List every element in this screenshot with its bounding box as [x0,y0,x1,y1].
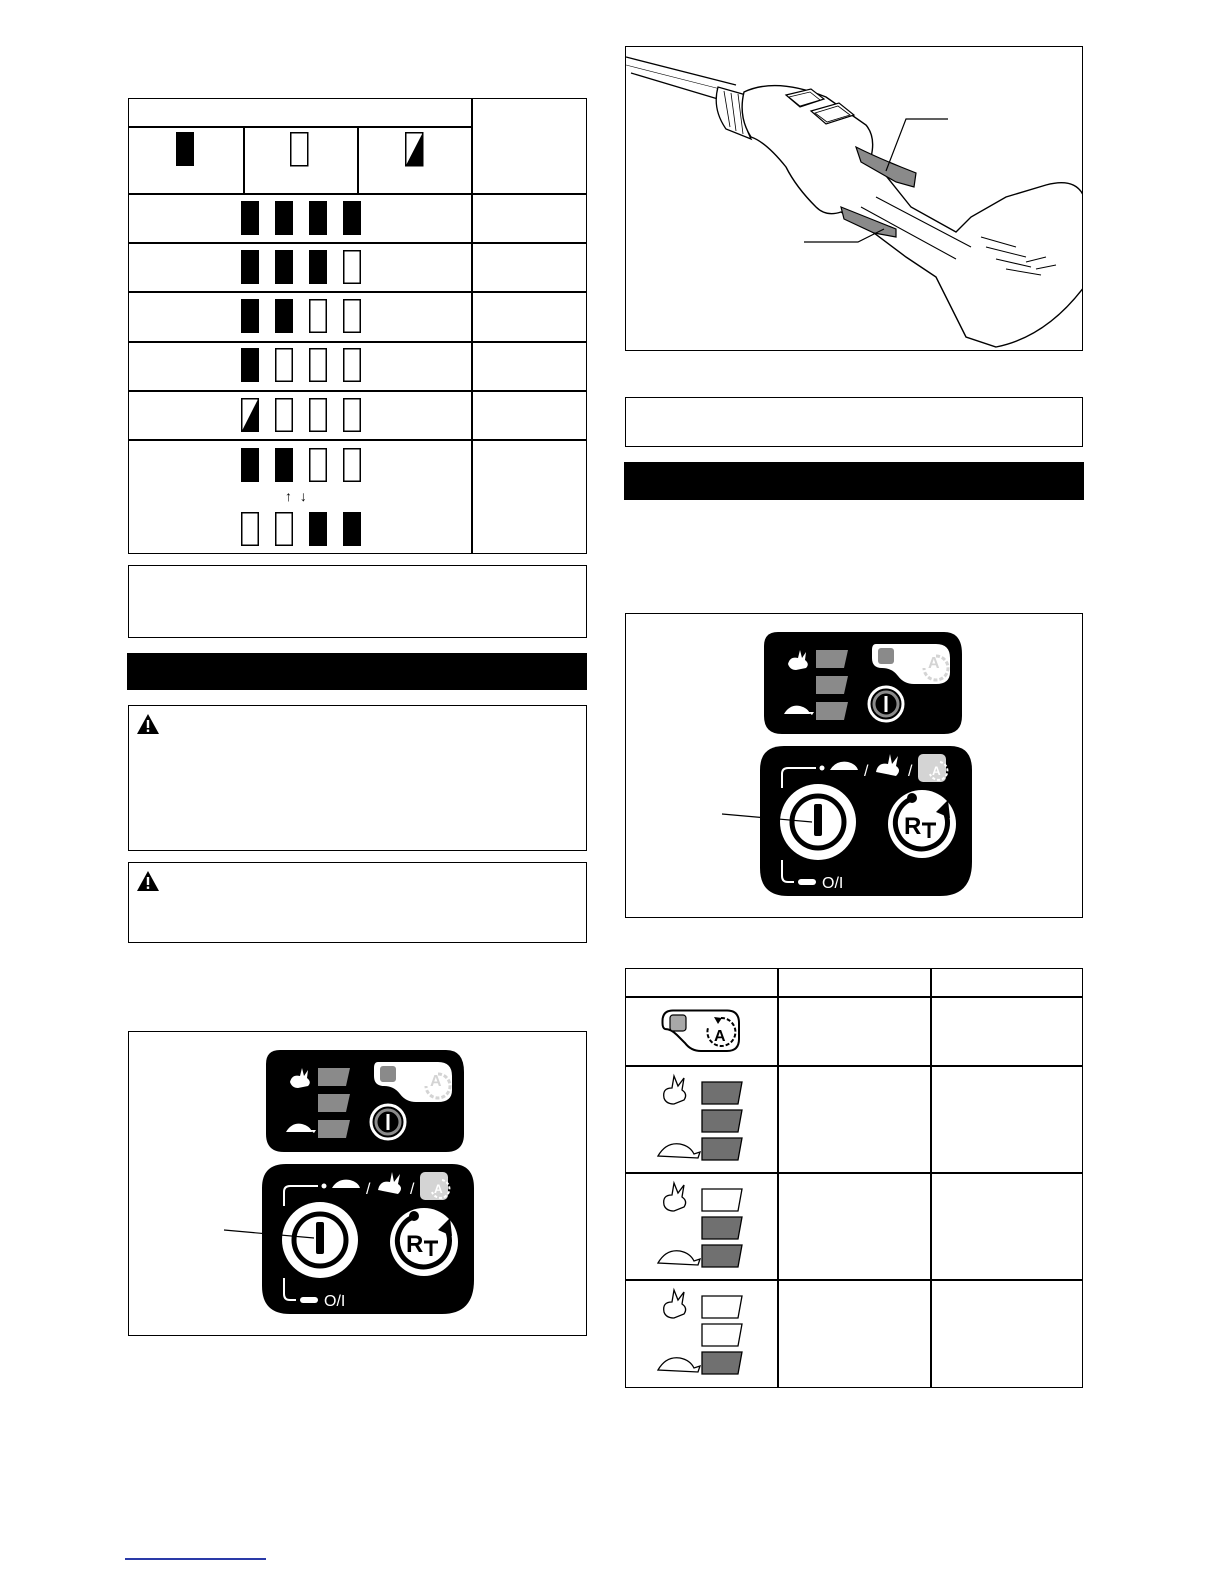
table-divider [471,98,473,554]
svg-text:R: R [406,1231,424,1258]
control-panel-illustration [266,1050,486,1320]
speed-led [702,1138,742,1160]
auto-mode-button-icon [661,1009,741,1053]
speed-led [702,1352,742,1374]
turtle-icon [658,1358,700,1372]
table-divider [357,126,359,194]
speed-led [702,1082,742,1104]
svg-text:/: / [864,763,869,780]
lamp-off-icon [290,132,310,168]
rabbit-icon [664,1076,686,1104]
lamp-off-icon [275,398,294,433]
lamp-off-icon [343,448,362,483]
table-divider [128,341,587,343]
lamp-lit-icon [275,250,294,285]
svg-text:O/I: O/I [324,1293,346,1310]
svg-text:A: A [434,1182,443,1196]
lamp-off-icon [275,512,294,547]
lamp-lit-icon [343,201,362,236]
table-divider [128,291,587,293]
table-divider [777,968,779,1388]
rabbit-icon [664,1183,686,1211]
speed-level-indicator [656,1284,752,1388]
lamp-blinking-icon [241,398,260,433]
lamp-off-icon [343,299,362,334]
lamp-lit-icon [309,201,328,236]
section-header-bar [624,462,1084,500]
lamp-lit-icon [309,250,328,285]
lamp-blinking-icon [405,132,425,168]
speed-led [702,1110,742,1132]
svg-text:A: A [430,1073,442,1090]
lamp-off-icon [343,398,362,433]
table-divider [625,1065,1083,1067]
warning-icon [136,713,160,735]
lamp-off-icon [309,448,328,483]
lamp-lit-icon [343,512,362,547]
lamp-lit-icon [241,348,260,383]
table-divider [128,390,587,392]
svg-text:/: / [908,763,913,780]
svg-text:/: / [366,1181,371,1198]
speed-level-indicator [656,1070,752,1174]
lamp-lit-icon [275,201,294,236]
section-header-bar [127,653,587,690]
lamp-off-icon [241,512,260,547]
lamp-lit-icon [309,512,328,547]
speed-led [816,650,848,668]
speed-led [816,676,848,694]
speed-led [816,702,848,720]
table-divider [930,968,932,1388]
lamp-lit-icon [176,132,196,168]
footer-link-underline[interactable] [125,1558,266,1560]
lamp-off-icon [275,348,294,383]
svg-text:A: A [932,764,941,778]
table-divider [128,242,587,244]
leader-line [722,812,812,824]
turtle-icon [658,1251,700,1265]
svg-text:/: / [410,1181,415,1198]
lamp-lit-icon [275,299,294,334]
svg-text:A: A [928,655,940,672]
speed-led [702,1189,742,1211]
lamp-off-icon [343,348,362,383]
status-arrows: ↑ ↓ [285,488,309,504]
turtle-icon [658,1144,700,1158]
control-panel-illustration [764,632,984,902]
svg-text:O/I: O/I [822,875,844,892]
speed-led [702,1245,742,1267]
table-divider [243,126,245,194]
speed-led [702,1296,742,1318]
svg-text:R: R [904,813,922,840]
lamp-off-icon [343,250,362,285]
table-divider [128,126,472,128]
note-box [128,565,587,638]
speed-led [318,1068,350,1086]
speed-led [702,1217,742,1239]
lamp-off-icon [309,348,328,383]
table-divider [625,996,1083,998]
warning-box [128,705,587,851]
lamp-off-icon [309,299,328,334]
table-divider [128,439,587,441]
note-box [625,397,1083,447]
speed-led [318,1120,350,1138]
handle-illustration-frame [625,46,1083,351]
leader-line [224,1228,314,1240]
speed-level-indicator [656,1177,752,1281]
svg-text:A: A [714,1028,726,1045]
tool-handle-illustration [626,47,1083,351]
rabbit-icon [664,1290,686,1318]
speed-led [318,1094,350,1112]
lamp-lit-icon [241,299,260,334]
warning-icon [136,870,160,892]
table-divider [128,193,587,195]
speed-led [702,1324,742,1346]
lamp-off-icon [309,398,328,433]
lamp-lit-icon [241,250,260,285]
lamp-lit-icon [241,448,260,483]
lamp-lit-icon [275,448,294,483]
warning-box [128,862,587,943]
lamp-lit-icon [241,201,260,236]
